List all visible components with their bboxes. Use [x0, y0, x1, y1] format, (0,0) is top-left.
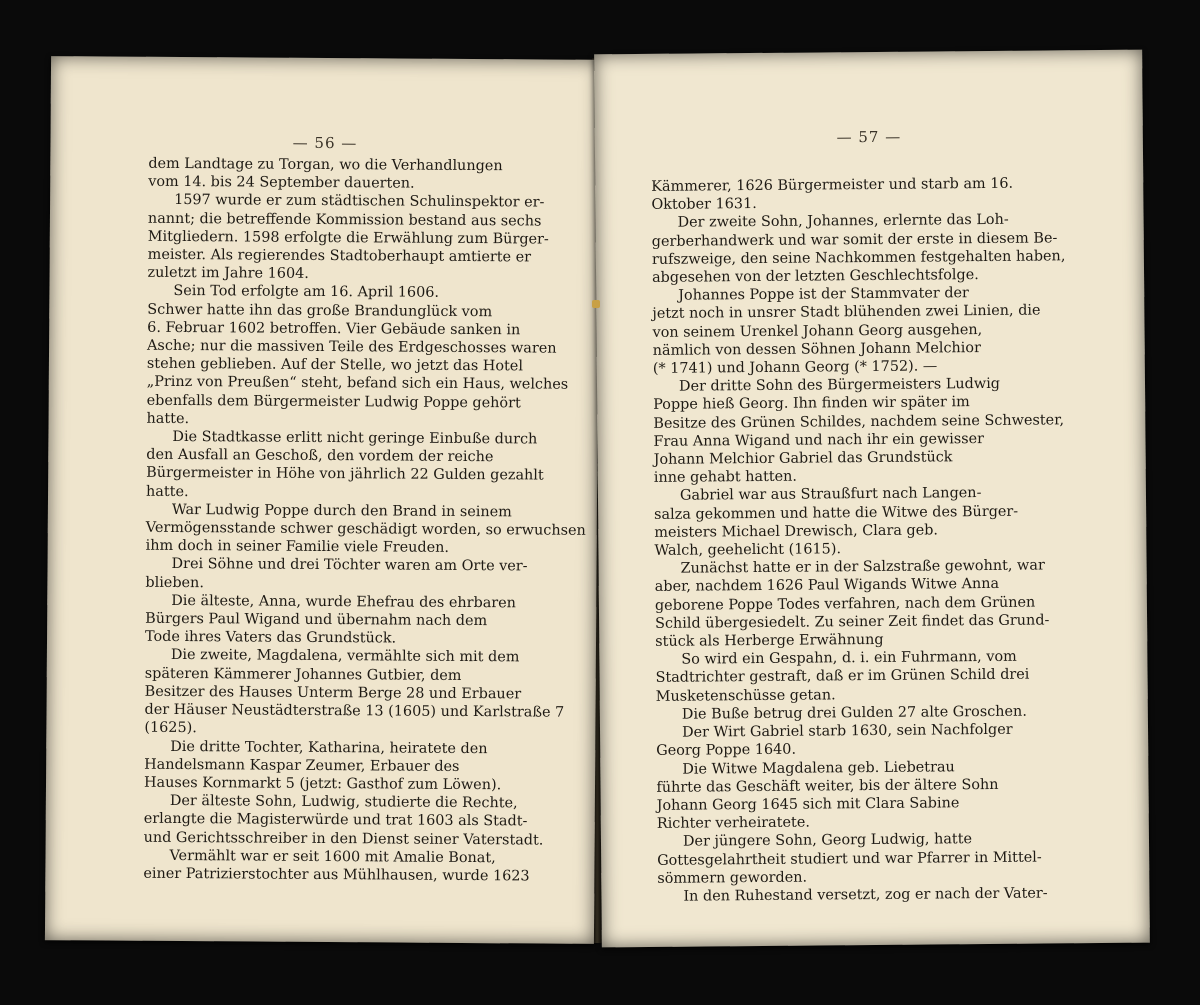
- text-line: Gabriel war aus Straußfurt nach Langen-: [679, 485, 982, 505]
- text-line: aber, nachdem 1626 Paul Wigands Witwe Anna: [654, 576, 1000, 596]
- text-line: Gottesgelahrtheit studiert und war Pfarrer in Mittel-: [657, 849, 1042, 869]
- text-line: Bürgermeister in Höhe von jährlich 22 Gulden gezahlt: [146, 465, 544, 484]
- text-line: So wird ein Gespahn, d. i. ein Fuhrmann, vom: [681, 649, 1017, 668]
- text-line: Kämmerer, 1626 Bürgermeister und starb am 16.: [651, 175, 1014, 195]
- text-line: 6. Februar 1602 betroffen. Vier Gebäude sanken in: [147, 319, 521, 339]
- text-line: Hauses Kornmarkt 5 (jetzt: Gasthof zum Löwen).: [143, 774, 502, 794]
- text-line: Asche; nur die massiven Teile des Erdgeschosses waren: [147, 337, 557, 357]
- text-line: Mitgliedern. 1598 erfolgte die Erwählung zum Bürger-: [147, 228, 549, 248]
- text-line: sömmern geworden.: [657, 869, 808, 887]
- text-line: Handelsmann Kaspar Zeumer, Erbauer des: [144, 756, 460, 775]
- text-line: „Prinz von Preußen“ steht, befand sich ein Haus, welches: [146, 374, 569, 394]
- text-line: zuletzt im Jahre 1604.: [147, 264, 309, 283]
- text-line: Musketenschüsse getan.: [655, 687, 836, 705]
- text-line: Der Wirt Gabriel starb 1630, sein Nachfolger: [681, 721, 1013, 741]
- text-line: Die zweite, Magdalena, vermählte sich mit dem: [170, 647, 520, 666]
- text-line: Die dritte Tochter, Katharina, heiratete den: [170, 738, 488, 757]
- text-line: (* 1741) und Johann Georg (* 1752). —: [652, 358, 938, 377]
- text-line: meisters Michael Drewisch, Clara geb.: [654, 522, 939, 541]
- text-line: nannt; die betreffende Kommission bestand aus sechs: [147, 210, 542, 230]
- text-line: späteren Kämmerer Johannes Gutbier, dem: [144, 665, 462, 684]
- text-line: Besitzer des Hauses Unterm Berge 28 und Erbauer: [144, 683, 522, 703]
- text-line: Drei Söhne und drei Töchter waren am Orte ver-: [171, 556, 528, 575]
- text-line: Frau Anna Wigand und nach ihr ein gewisser: [653, 430, 985, 450]
- text-line: Der jüngere Sohn, Georg Ludwig, hatte: [682, 831, 973, 850]
- text-line: hatte.: [145, 483, 189, 500]
- text-line: hatte.: [146, 410, 190, 427]
- left-page: [45, 56, 600, 944]
- text-line: Die älteste, Anna, wurde Ehefrau des ehrbaren: [171, 592, 517, 612]
- text-line: Der dritte Sohn des Bürgermeisters Ludwig: [678, 376, 1001, 395]
- text-line: Walch, geehelicht (1615).: [654, 541, 842, 559]
- text-line: ihm doch in seiner Familie viele Freuden.: [145, 538, 450, 557]
- text-line: abgesehen von der letzten Geschlechtsfolge.: [651, 267, 979, 286]
- text-line: Vermögensstande schwer geschädigt worden, so erwuchsen: [145, 519, 586, 539]
- text-line: Der zweite Sohn, Johannes, erlernte das Loh-: [677, 212, 1009, 232]
- text-line: salza gekommen und hatte die Witwe des Bürger-: [654, 503, 1019, 523]
- right-page-number: — 57 —: [836, 127, 902, 147]
- text-line: stück als Herberge Erwähnung: [655, 631, 884, 650]
- text-line: Bürgers Paul Wigand und übernahm nach dem: [145, 610, 488, 630]
- left-page-number: — 56 —: [292, 133, 358, 153]
- text-line: Poppe hieß Georg. Ihn finden wir später im: [653, 394, 970, 414]
- text-line: führte das Geschäft weiter, bis der ältere Sohn: [656, 776, 999, 796]
- text-line: vom 14. bis 24 September dauerten.: [148, 173, 415, 192]
- text-line: Die Stadtkasse erlitt nicht geringe Einbuße durch: [172, 428, 538, 448]
- right-page: [594, 50, 1150, 948]
- text-line: Johannes Poppe ist der Stammvater der: [678, 285, 969, 304]
- text-line: Richter verheiratete.: [656, 814, 810, 832]
- text-line: geborene Poppe Todes verfahren, nach dem Grünen: [654, 594, 1036, 614]
- text-line: von seinem Urenkel Johann Georg ausgehen,: [652, 321, 983, 341]
- text-line: Die Buße betrug drei Gulden 27 alte Groschen.: [681, 703, 1027, 723]
- text-line: In den Ruhestand versetzt, zog er nach der Vater-: [683, 885, 1048, 905]
- text-line: blieben.: [145, 574, 204, 591]
- text-line: 1597 wurde er zum städtischen Schulinspektor er-: [174, 192, 545, 211]
- binding-staple: [592, 300, 600, 308]
- text-line: War Ludwig Poppe durch den Brand in seinem: [171, 501, 512, 521]
- text-line: den Ausfall an Geschoß, den vordem der reiche: [146, 447, 494, 466]
- text-line: Johann Melchior Gabriel das Grundstück: [653, 449, 953, 468]
- text-line: Besitze des Grünen Schildes, nachdem seine Schwester,: [653, 411, 1065, 432]
- text-line: Stadtrichter gestraft, daß er im Grünen Schild drei: [655, 667, 1030, 687]
- text-line: Schild übergesiedelt. Zu seiner Zeit findet das Grund-: [655, 612, 1050, 632]
- text-line: jetzt noch in unsrer Stadt blühenden zwei Linien, die: [652, 302, 1041, 323]
- left-page-text: [143, 155, 586, 886]
- text-line: ebenfalls dem Bürgermeister Ludwig Poppe gehört: [146, 392, 521, 412]
- text-line: Oktober 1631.: [651, 196, 757, 214]
- text-line: inne gehabt hatten.: [653, 468, 798, 487]
- text-line: Vermählt war er seit 1600 mit Amalie Bonat,: [169, 847, 496, 866]
- text-line: und Gerichtsschreiber in den Dienst seiner Vaterstadt.: [143, 829, 544, 849]
- text-line: dem Landtage zu Torgan, wo die Verhandlungen: [148, 155, 503, 175]
- text-line: erlangte die Magisterwürde und trat 1603 als Stadt-: [143, 811, 528, 830]
- text-line: der Häuser Neustädterstraße 13 (1605) und Karlstraße 7: [144, 701, 565, 721]
- text-line: Sein Tod erfolgte am 16. April 1606.: [173, 283, 440, 302]
- text-line: Schwer hatte ihn das große Brandunglück vom: [147, 301, 493, 320]
- text-line: Georg Poppe 1640.: [656, 741, 797, 760]
- text-line: Zunächst hatte er in der Salzstraße gewohnt, war: [680, 557, 1045, 577]
- text-line: gerberhandwerk und war somit der erste in diesem Be-: [651, 229, 1058, 250]
- text-line: (1625).: [144, 720, 197, 737]
- text-line: rufszweige, den seine Nachkommen festgehalten haben,: [651, 248, 1066, 268]
- text-line: einer Patrizierstochter aus Mühlhausen, wurde 1623: [143, 865, 530, 885]
- text-line: Der älteste Sohn, Ludwig, studierte die Rechte,: [169, 793, 518, 812]
- text-line: Die Witwe Magdalena geb. Liebetrau: [682, 758, 955, 778]
- right-page-text: [651, 175, 1066, 906]
- text-line: meister. Als regierendes Stadtoberhaupt amtierte er: [147, 246, 532, 266]
- text-line: nämlich von dessen Söhnen Johann Melchior: [652, 339, 981, 359]
- text-line: Johann Georg 1645 sich mit Clara Sabine: [656, 795, 960, 814]
- text-line: stehen geblieben. Auf der Stelle, wo jetzt das Hotel: [146, 356, 524, 375]
- text-line: Tode ihres Vaters das Grundstück.: [144, 629, 397, 647]
